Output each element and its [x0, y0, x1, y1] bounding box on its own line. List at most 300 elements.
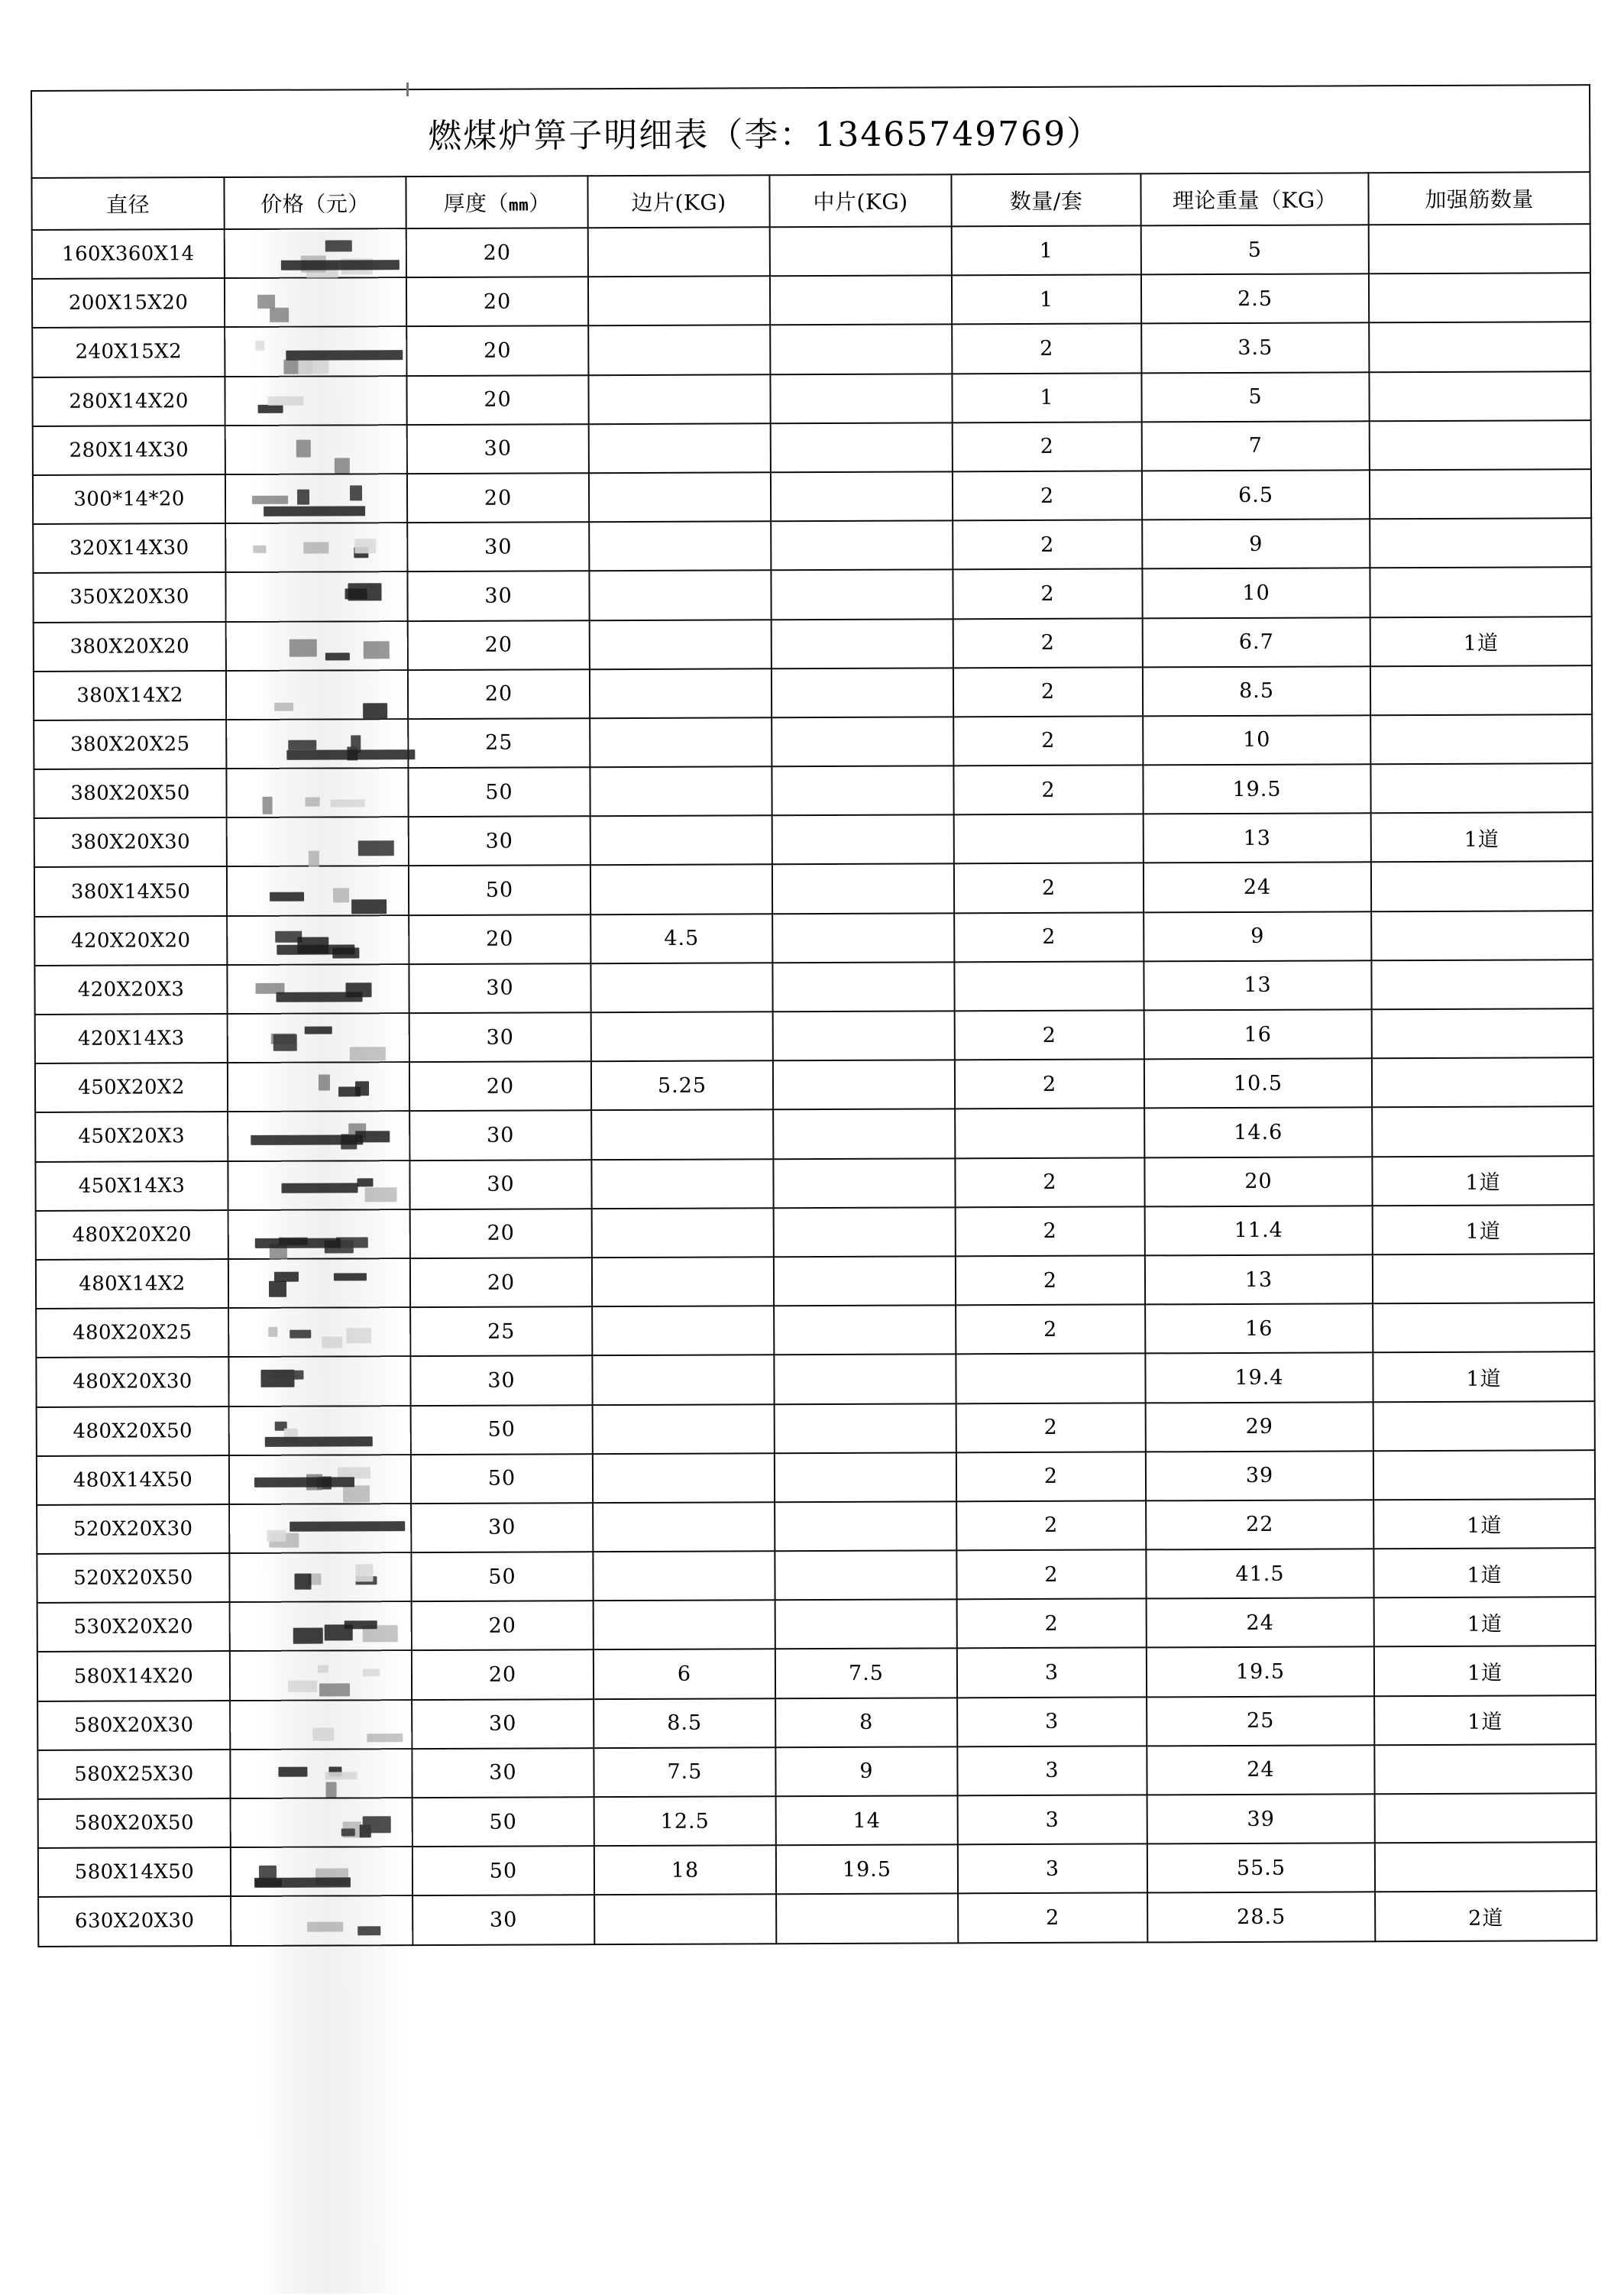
cell-thickness: 30 [409, 1111, 591, 1160]
column-header-6 [951, 173, 1140, 226]
table-row [37, 1744, 1596, 1799]
cell-thickness: 20 [407, 473, 589, 523]
cell-diameter: 420X14X3 [35, 1014, 228, 1063]
cell-mid-piece [772, 864, 954, 914]
column-header-7 [1140, 173, 1368, 225]
cell-theoretical-weight: 22 [1146, 1500, 1373, 1549]
cell-ribs: 1道 [1373, 1205, 1594, 1254]
redacted-price-mark [318, 1665, 328, 1673]
cell-side-piece [590, 865, 772, 914]
column-header-1 [31, 177, 224, 230]
cell-diameter: 480X14X50 [37, 1455, 229, 1505]
cell-price [225, 326, 406, 376]
column-header-label: 直径 [105, 192, 150, 218]
table-header-row [31, 172, 1590, 230]
document-body [31, 84, 1596, 1947]
redacted-price-mark [363, 1669, 380, 1677]
cell-mid-piece [772, 913, 954, 963]
redacted-price-bar [254, 1477, 354, 1487]
cell-price [230, 1651, 412, 1701]
cell-mid-piece [770, 325, 952, 374]
cell-side-piece [588, 276, 770, 325]
cell-theoretical-weight: 13 [1144, 960, 1371, 1010]
redacted-price-mark [252, 496, 288, 504]
cell-price [228, 1258, 410, 1308]
column-header-label: 理论重量（KG） [1172, 187, 1338, 214]
cell-theoretical-weight: 19.4 [1145, 1353, 1373, 1403]
cell-side-piece: 5.25 [591, 1060, 773, 1110]
cell-price [229, 1455, 411, 1504]
column-header-label: 加强筋数量 [1425, 186, 1534, 212]
redacted-price-mark [350, 1047, 386, 1060]
cell-diameter: 380X20X30 [34, 817, 227, 867]
cell-side-piece: 12.5 [594, 1796, 776, 1846]
cell-price [231, 1847, 412, 1896]
cell-diameter: 420X20X3 [34, 965, 227, 1015]
column-header-label: 价格（元） [260, 191, 370, 217]
cell-price [225, 277, 406, 327]
column-header-4 [587, 175, 769, 228]
cell-ribs [1373, 1254, 1594, 1303]
table-row [35, 1156, 1593, 1211]
table-row [34, 617, 1592, 672]
cell-diameter: 420X20X20 [34, 916, 227, 966]
cell-theoretical-weight: 11.4 [1145, 1206, 1373, 1255]
cell-ribs [1375, 1842, 1597, 1892]
redacted-price-bar [277, 992, 363, 1002]
cell-side-piece [591, 1110, 773, 1160]
cell-mid-piece [773, 1060, 955, 1110]
cell-diameter: 320X14X30 [33, 523, 225, 573]
cell-thickness: 30 [412, 1699, 594, 1749]
redacted-price-bar [281, 1183, 357, 1193]
cell-mid-piece [770, 374, 952, 423]
redacted-price-mark [270, 1371, 303, 1380]
cell-thickness: 25 [410, 1306, 592, 1356]
cell-theoretical-weight: 19.5 [1143, 764, 1370, 814]
cell-side-piece [589, 521, 771, 571]
cell-qty-per-set [954, 961, 1144, 1011]
cell-thickness: 20 [408, 669, 590, 719]
redacted-price-mark [333, 889, 349, 903]
cell-qty-per-set [954, 814, 1144, 864]
title-row [31, 85, 1590, 178]
redacted-price-mark [357, 1927, 380, 1936]
redacted-price-mark [303, 542, 328, 554]
cell-qty-per-set: 2 [953, 765, 1143, 814]
cell-side-piece: 6 [594, 1649, 775, 1699]
cell-ribs: 1道 [1370, 617, 1592, 666]
redacted-price-mark [354, 539, 376, 553]
redacted-price-mark [335, 458, 350, 473]
redacted-price-mark [348, 584, 381, 601]
cell-thickness: 30 [407, 571, 589, 621]
redacted-price-mark [312, 1727, 334, 1740]
cell-ribs [1370, 714, 1592, 764]
cell-qty-per-set: 1 [952, 275, 1141, 325]
redacted-price-mark [257, 295, 275, 309]
redacted-price-mark [293, 1628, 323, 1644]
redacted-price-mark [336, 1237, 368, 1248]
table-row [37, 1450, 1595, 1505]
redacted-price-mark [263, 797, 273, 814]
cell-mid-piece [776, 1894, 958, 1944]
cell-side-piece [590, 766, 772, 816]
cell-thickness: 50 [411, 1454, 593, 1504]
cell-diameter: 450X20X2 [35, 1063, 228, 1112]
column-header-unit: mm [508, 196, 529, 215]
cell-price [226, 768, 408, 817]
redacted-price-mark [358, 840, 394, 856]
cell-price [228, 1307, 410, 1357]
cell-ribs [1373, 1401, 1595, 1451]
column-header-label: 数量/套 [1009, 188, 1083, 215]
table-row [34, 665, 1592, 720]
cell-side-piece: 4.5 [590, 914, 772, 963]
cell-price [226, 670, 408, 720]
cell-mid-piece [772, 717, 953, 766]
cell-diameter: 520X20X50 [37, 1553, 229, 1603]
cell-diameter: 580X20X30 [37, 1701, 230, 1750]
cell-side-piece [594, 1895, 776, 1944]
scan-tick-mark [406, 83, 409, 96]
cell-ribs [1372, 1008, 1593, 1058]
redacted-price-bar [286, 749, 415, 760]
cell-mid-piece: 8 [775, 1698, 957, 1747]
cell-price [228, 1160, 409, 1210]
column-header-label: 边片(KG) [631, 189, 726, 215]
cell-side-piece [589, 472, 771, 522]
cell-price [229, 1552, 411, 1602]
cell-price [225, 425, 407, 474]
cell-price [227, 817, 409, 866]
cell-side-piece [593, 1502, 775, 1552]
cell-mid-piece [774, 1355, 956, 1404]
redacted-price-mark [270, 308, 289, 322]
cell-qty-per-set: 2 [955, 1157, 1144, 1207]
cell-side-piece [593, 1453, 775, 1503]
cell-theoretical-weight: 41.5 [1146, 1549, 1373, 1598]
cell-thickness: 20 [406, 277, 588, 326]
column-header-2 [224, 176, 406, 229]
redacted-price-mark [253, 545, 266, 553]
cell-diameter: 380X14X2 [34, 671, 226, 720]
table-row [36, 1303, 1594, 1358]
cell-qty-per-set: 3 [957, 1648, 1147, 1698]
cell-thickness: 50 [411, 1552, 593, 1601]
cell-mid-piece [775, 1452, 956, 1502]
cell-qty-per-set: 3 [958, 1795, 1147, 1844]
cell-theoretical-weight: 39 [1147, 1794, 1375, 1843]
cell-diameter: 580X14X50 [38, 1847, 231, 1897]
cell-theoretical-weight: 6.5 [1142, 470, 1370, 520]
cell-theoretical-weight: 3.5 [1141, 323, 1369, 373]
cell-side-piece [589, 423, 771, 473]
column-header-suffix: ） [529, 190, 551, 216]
cell-price [225, 523, 407, 572]
cell-ribs [1370, 665, 1592, 715]
cell-mid-piece [774, 1305, 956, 1355]
table-row [33, 567, 1591, 622]
cell-thickness: 50 [409, 866, 590, 915]
redacted-price-mark [268, 1327, 277, 1337]
cell-mid-piece [775, 1501, 956, 1551]
cell-thickness: 20 [412, 1650, 594, 1700]
cell-mid-piece: 7.5 [775, 1649, 957, 1698]
cell-ribs [1372, 1107, 1593, 1157]
cell-price [230, 1749, 412, 1798]
redacted-price-mark [306, 798, 320, 807]
cell-thickness: 20 [406, 228, 588, 277]
table-row [34, 714, 1592, 769]
cell-diameter: 380X20X50 [34, 769, 226, 818]
table-row [34, 763, 1592, 818]
cell-price [226, 621, 408, 671]
cell-diameter: 480X14X2 [36, 1259, 228, 1309]
redacted-price-mark [288, 1681, 317, 1692]
cell-theoretical-weight: 5 [1141, 225, 1369, 274]
redacted-price-mark [258, 404, 283, 413]
cell-ribs [1371, 862, 1593, 911]
redacted-price-mark [288, 740, 316, 749]
table-row [34, 812, 1593, 867]
cell-theoretical-weight: 13 [1144, 814, 1371, 863]
redacted-price-bar [265, 1436, 373, 1447]
redacted-price-mark [273, 1034, 297, 1051]
redacted-price-mark [365, 1187, 397, 1202]
redacted-price-mark [307, 1922, 343, 1932]
cell-price [230, 1700, 412, 1750]
column-header-8 [1368, 172, 1590, 225]
table-row [34, 911, 1593, 966]
cell-side-piece [588, 227, 770, 277]
redacted-price-mark [270, 892, 304, 901]
cell-side-piece [590, 620, 772, 669]
cell-theoretical-weight: 16 [1145, 1303, 1373, 1353]
cell-ribs [1372, 1057, 1593, 1107]
cell-ribs [1371, 960, 1593, 1009]
cell-ribs [1369, 371, 1590, 421]
cell-theoretical-weight: 29 [1146, 1402, 1373, 1452]
table-row [36, 1351, 1594, 1406]
cell-qty-per-set: 2 [956, 1500, 1146, 1550]
cell-price [229, 1504, 411, 1553]
redacted-price-mark [319, 1075, 330, 1091]
redacted-price-bar [290, 1521, 405, 1532]
cell-ribs [1370, 763, 1592, 813]
redacted-price-bar [281, 260, 400, 270]
redacted-price-mark [278, 1766, 307, 1776]
redacted-price-mark [357, 1178, 373, 1186]
cell-thickness: 50 [408, 767, 590, 817]
cell-theoretical-weight: 24 [1144, 863, 1371, 912]
cell-qty-per-set: 2 [955, 1010, 1144, 1060]
cell-thickness: 20 [409, 1061, 591, 1111]
cell-qty-per-set: 1 [952, 373, 1141, 422]
cell-diameter: 450X20X3 [35, 1112, 228, 1161]
cell-theoretical-weight: 5 [1141, 372, 1369, 422]
cell-theoretical-weight: 10.5 [1144, 1058, 1372, 1108]
redacted-price-bar [251, 1135, 363, 1146]
cell-theoretical-weight: 10 [1143, 715, 1370, 765]
page-title-text: 燃煤炉箅子明细表（李：13465749769） [428, 114, 1102, 157]
redacted-price-mark [355, 1564, 373, 1581]
cell-qty-per-set: 2 [956, 1255, 1145, 1305]
cell-price [228, 1209, 410, 1259]
cell-qty-per-set: 3 [957, 1746, 1147, 1795]
cell-ribs: 1道 [1374, 1695, 1596, 1745]
cell-price [227, 915, 409, 965]
cell-qty-per-set: 2 [953, 618, 1143, 668]
table-row [37, 1499, 1595, 1554]
redacted-price-bar [264, 506, 365, 516]
cell-mid-piece: 9 [775, 1746, 957, 1796]
redacted-price-mark [255, 341, 264, 351]
cell-thickness: 50 [412, 1797, 594, 1847]
cell-ribs: 1道 [1372, 1156, 1593, 1206]
cell-ribs [1370, 469, 1591, 519]
cell-theoretical-weight: 2.5 [1141, 274, 1369, 323]
redacted-price-mark [363, 703, 387, 718]
cell-diameter: 580X25X30 [37, 1750, 230, 1799]
table-row [37, 1695, 1596, 1750]
cell-thickness: 30 [412, 1895, 594, 1945]
column-header-label: 中片(KG) [813, 189, 908, 215]
cell-mid-piece [773, 1158, 955, 1208]
cell-theoretical-weight: 16 [1144, 1009, 1372, 1059]
cell-price [225, 376, 406, 426]
cell-price [228, 1013, 409, 1063]
cell-price [231, 1798, 412, 1847]
cell-ribs [1369, 322, 1590, 372]
table-row [33, 469, 1591, 524]
table-row [35, 1008, 1593, 1063]
cell-diameter: 580X14X20 [37, 1651, 230, 1701]
cell-theoretical-weight: 10 [1142, 568, 1370, 618]
cell-theoretical-weight: 7 [1142, 421, 1370, 471]
cell-price [230, 1601, 412, 1651]
column-header-label: 厚度（ [443, 190, 509, 216]
cell-theoretical-weight: 20 [1144, 1157, 1372, 1206]
price-list-table [31, 84, 1597, 1947]
cell-qty-per-set [955, 1109, 1144, 1158]
redacted-price-mark [351, 900, 387, 914]
cell-qty-per-set: 2 [957, 1599, 1147, 1649]
redacted-price-mark [367, 1733, 403, 1742]
redacted-price-mark [319, 1684, 350, 1697]
cell-qty-per-set: 2 [958, 1893, 1147, 1943]
redacted-price-mark [350, 485, 362, 500]
cell-qty-per-set: 2 [956, 1452, 1146, 1501]
table-row [37, 1548, 1595, 1603]
cell-thickness: 20 [412, 1601, 594, 1650]
cell-qty-per-set: 2 [954, 912, 1144, 962]
cell-theoretical-weight: 19.5 [1147, 1647, 1374, 1697]
cell-diameter: 480X20X25 [36, 1308, 228, 1358]
cell-thickness: 30 [412, 1748, 594, 1798]
table-row [32, 273, 1590, 328]
cell-qty-per-set: 2 [953, 667, 1143, 717]
cell-thickness: 30 [409, 1160, 591, 1209]
redacted-price-mark [294, 1574, 311, 1590]
cell-thickness: 30 [409, 816, 590, 866]
cell-theoretical-weight: 28.5 [1147, 1892, 1375, 1942]
cell-qty-per-set: 2 [954, 863, 1144, 913]
cell-theoretical-weight: 6.7 [1143, 617, 1370, 667]
cell-qty-per-set: 2 [953, 471, 1142, 520]
cell-mid-piece [774, 1207, 956, 1257]
redacted-price-mark [274, 702, 293, 711]
cell-side-piece [590, 668, 772, 718]
cell-diameter: 630X20X30 [38, 1896, 231, 1946]
cell-mid-piece [772, 962, 954, 1012]
table-row [36, 1254, 1594, 1309]
cell-price [225, 228, 406, 278]
cell-side-piece [592, 1355, 774, 1405]
table-row [36, 1205, 1594, 1260]
table-row [35, 1057, 1593, 1112]
cell-qty-per-set: 2 [953, 520, 1142, 570]
cell-qty-per-set: 1 [952, 225, 1141, 275]
cell-price [226, 719, 408, 769]
cell-thickness: 30 [411, 1503, 593, 1552]
cell-thickness: 30 [407, 424, 589, 474]
redacted-price-mark [290, 639, 317, 656]
cell-diameter: 160X360X14 [32, 229, 225, 279]
cell-diameter: 280X14X20 [32, 377, 225, 426]
redacted-price-mark [296, 439, 311, 457]
table-row [34, 862, 1593, 917]
redacted-price-mark [338, 1087, 361, 1097]
cell-qty-per-set: 3 [958, 1844, 1147, 1894]
column-header-3 [406, 176, 587, 228]
table-row [37, 1401, 1595, 1456]
cell-qty-per-set: 2 [953, 422, 1142, 471]
cell-price [228, 1356, 410, 1406]
cell-theoretical-weight: 24 [1147, 1745, 1374, 1795]
cell-qty-per-set: 2 [955, 1060, 1144, 1109]
cell-mid-piece [771, 570, 953, 620]
table-row [32, 322, 1590, 377]
cell-mid-piece [775, 1403, 956, 1453]
redacted-price-mark [269, 1281, 286, 1297]
cell-diameter: 380X20X20 [34, 622, 226, 672]
cell-theoretical-weight: 14.6 [1144, 1108, 1372, 1157]
redacted-price-mark [345, 1621, 377, 1630]
cell-diameter: 240X15X2 [32, 327, 225, 377]
cell-side-piece [589, 571, 771, 620]
cell-ribs: 1道 [1373, 1499, 1595, 1549]
cell-mid-piece [772, 766, 953, 815]
cell-thickness: 20 [410, 1258, 592, 1307]
cell-qty-per-set: 2 [953, 569, 1142, 619]
cell-side-piece [590, 816, 772, 866]
cell-thickness: 50 [411, 1405, 593, 1455]
cell-mid-piece [775, 1600, 957, 1649]
cell-mid-piece [770, 226, 952, 276]
cell-ribs [1370, 567, 1591, 617]
cell-thickness: 30 [410, 1356, 592, 1406]
cell-mid-piece [771, 471, 953, 521]
cell-thickness: 50 [412, 1846, 594, 1895]
cell-side-piece [588, 374, 770, 424]
cell-ribs: 2道 [1375, 1892, 1597, 1941]
cell-price [225, 571, 407, 621]
cell-diameter: 280X14X30 [33, 426, 225, 475]
redacted-price-mark [298, 360, 328, 374]
column-header-5 [769, 174, 951, 227]
redacted-price-mark [305, 1026, 332, 1034]
